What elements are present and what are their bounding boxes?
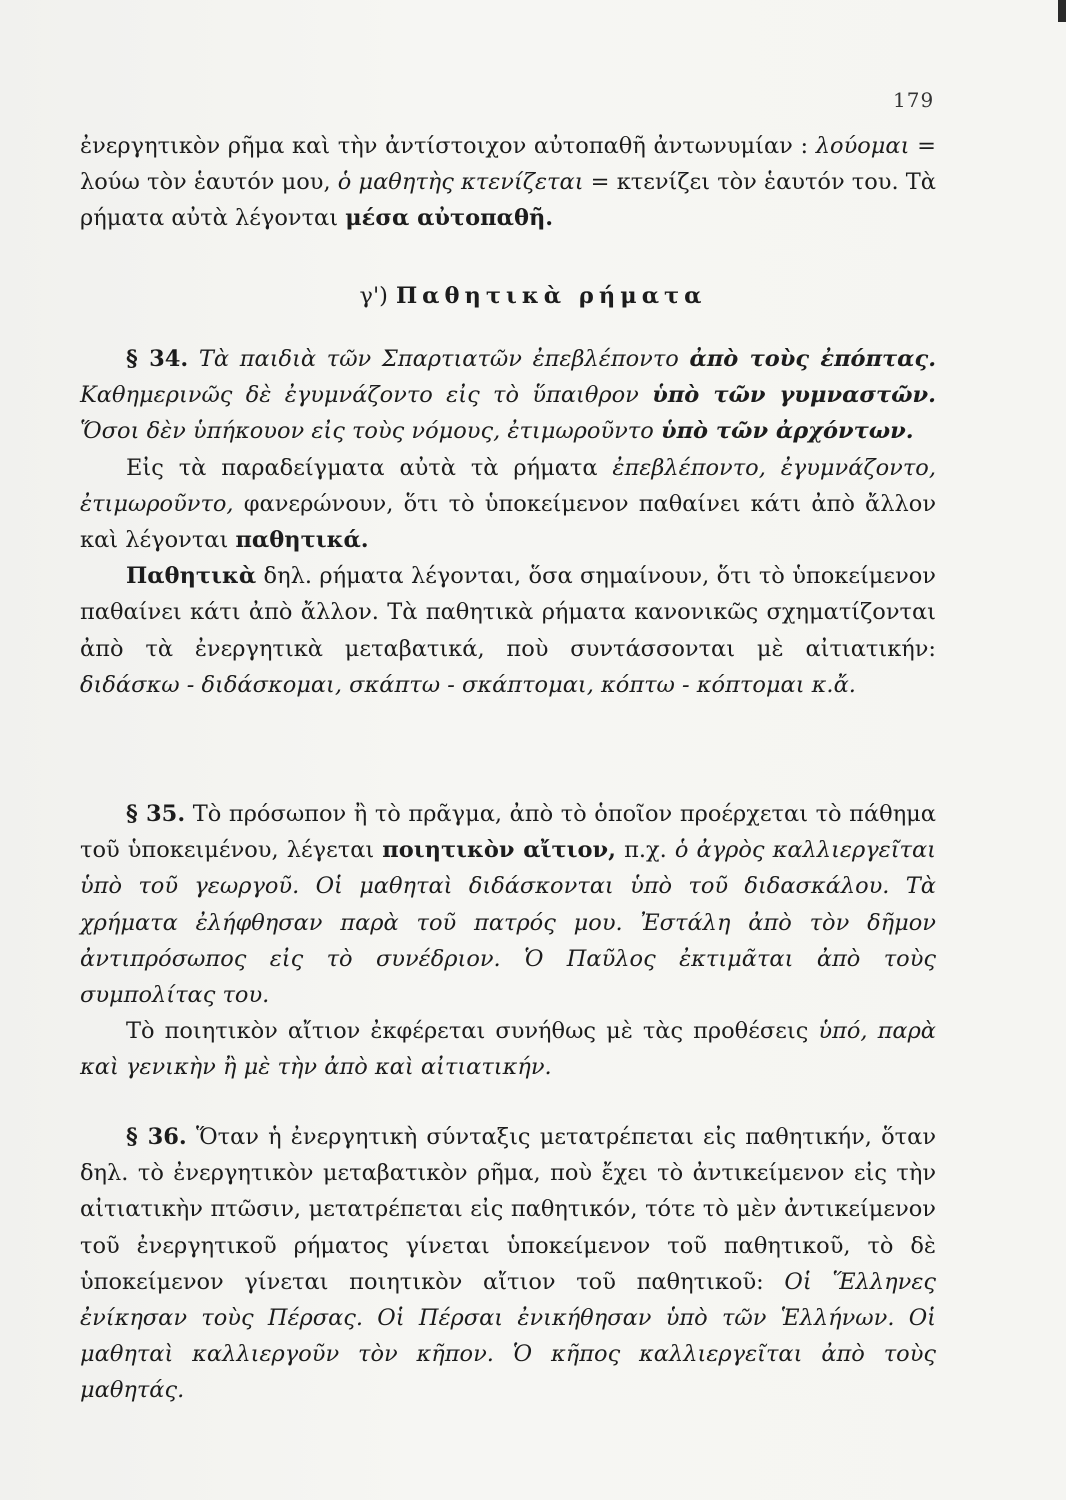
s34-p3-text: δηλ. ρήματα λέγονται, ὅσα σημαίνουν, ὅτι τὸ ὑποκείμενον παθαίνει κάτι ἀπὸ ἄλλον. Τὰ παθητικὰ ρήματα κανονικῶς σχηματίζονται ἀπὸ τὰ ἐνεργητικὰ μεταβατικά, ποὺ συντάσσονται μὲ αἰτιατικήν: [80, 563, 936, 662]
s34-p2-verbs: ἐπεβλέποντο, ἐγυμνάζοντο, ἐτιμωροῦντο, [80, 454, 936, 517]
section-heading [0, 283, 1066, 309]
s34-explanation [80, 450, 936, 559]
s34-agent-a: ἀπὸ τοὺς ἐπόπτας. [689, 346, 937, 372]
s34-p2-term: παθητικά. [235, 527, 369, 554]
intro-paragraph [80, 128, 936, 237]
s35-paragraph [80, 796, 936, 1013]
s35-term: ποιητικὸν αἴτιον, [382, 837, 616, 864]
page-number: 179 [893, 88, 935, 112]
s34-examples [80, 341, 936, 450]
s34-agent-b: ὑπὸ τῶν γυμναστῶν. [652, 382, 937, 409]
s35-p2-italic: ὑπό, παρὰ καὶ γενικὴν ἢ μὲ τὴν ἀπὸ καὶ αἰτιατικήν. [80, 1018, 936, 1081]
s35-abbr: π.χ. [615, 837, 675, 864]
page-edge-mark [1058, 0, 1066, 22]
s34-p2-rest: φανερώνουν, ὅτι τὸ ὑποκείμενον παθαίνει κάτι ἀπὸ ἄλλον καὶ λέγονται [80, 490, 936, 554]
s34-definition [80, 558, 936, 703]
intro-term: μέσα αὐτοπαθῆ. [345, 205, 554, 232]
intro-equation-2: = κτενίζει τὸν ἑαυτόν του. Τὰ ρήματα αὐτὰ λέγονται [80, 169, 936, 232]
s34-agent-c: ὑπὸ τῶν ἀρχόντων. [660, 418, 914, 445]
intro-example-1: λούομαι [815, 133, 910, 159]
section-36 [80, 1119, 936, 1409]
s34-p2-text: Εἰς τὰ παραδείγματα αὐτὰ τὰ ρήματα [126, 454, 613, 481]
section-number: § 34. [126, 346, 189, 372]
intro-example-2: ὁ μαθητὴς κτενίζεται [337, 169, 584, 196]
s36-text: Ὅταν ἡ ἐνεργητικὴ σύνταξις μετατρέπεται εἰς παθητικήν, ὅταν δηλ. τὸ ἐνεργητικὸν μεταβατικὸν ρῆμα, ποὺ ἔχει τὸ ἀντικείμενον εἰς τὴν αἰτιατικὴν πτῶσιν, μετατρέπεται εἰς παθητικόν, τότε τὸ μὲν ἀντικείμενον τοῦ ἐνεργητικοῦ ρήματος γίνεται ὑποκείμενον τοῦ παθητικοῦ, τὸ δὲ ὑποκείμενον γίνεται ποιητικὸν αἴτιον τοῦ παθητικοῦ: [80, 1124, 936, 1295]
s35-text: Τὸ πρόσωπον ἢ τὸ πρᾶγμα, ἀπὸ τὸ ὁποῖον προέρχεται τὸ πάθημα τοῦ ὑποκειμένου, λέγεται [80, 801, 936, 864]
s34-p3-term: Παθητικὰ [126, 563, 257, 590]
s34-example-b: Καθημερινῶς δὲ ἐγυμνάζοντο εἰς τὸ ὕπαιθρον [80, 382, 653, 409]
intro-text [80, 128, 936, 237]
s35-examples: ὁ ἀγρὸς καλλιεργεῖται ὑπὸ τοῦ γεωργοῦ. Οἱ μαθηταὶ διδάσκονται ὑπὸ τοῦ διδασκάλου. Τὰ χρήματα ἐλήφθησαν παρὰ τοῦ πατρός μου. Ἐστάλη ἀπὸ τὸν δῆμον ἀντιπρόσωπος εἰς τὸ συνέδριον. Ὁ Παῦλος ἐκτιμᾶται ἀπὸ τοὺς συμπολίτας του. [80, 837, 937, 1009]
section-34 [80, 341, 936, 703]
section-35 [80, 796, 936, 1013]
s34-example-a: Τὰ παιδιὰ τῶν Σπαρτιατῶν ἐπεβλέποντο [198, 346, 690, 372]
section-number: § 36. [126, 1124, 187, 1150]
s34-p3-examples: διδάσκω - διδάσκομαι, σκάπτω - σκάπτομαι, κόπτω - κόπτομαι κ.ἄ. [80, 671, 856, 698]
s36-paragraph [80, 1119, 936, 1409]
s35-note-paragraph [80, 1013, 936, 1085]
section-35-note [80, 1013, 936, 1085]
heading-prefix: γ') [359, 283, 388, 309]
section-number: § 35. [126, 801, 186, 827]
heading-title: Παθητικὰ ρήματα [395, 283, 707, 309]
s36-examples: Οἱ Ἕλληνες ἐνίκησαν τοὺς Πέρσας. Οἱ Πέρσαι ἐνικήθησαν ὑπὸ τῶν Ἑλλήνων. Οἱ μαθηταὶ καλλιεργοῦν τὸν κῆπον. Ὁ κῆπος καλλιεργεῖται ἀπὸ τοὺς μαθητάς. [80, 1268, 937, 1404]
intro-lead: ἐνεργητικὸν ρῆμα καὶ τὴν ἀντίστοιχον αὐτοπαθῆ ἀντωνυμίαν : [80, 133, 816, 159]
intro-equation-1: = λούω τὸν ἑαυτόν μου, [80, 133, 936, 196]
s34-example-c: Ὅσοι δὲν ὑπήκουον εἰς τοὺς νόμους, ἐτιμωροῦντο [80, 418, 661, 445]
s35-p2-text: Τὸ ποιητικὸν αἴτιον ἐκφέρεται συνήθως μὲ τὰς προθέσεις [126, 1018, 819, 1044]
